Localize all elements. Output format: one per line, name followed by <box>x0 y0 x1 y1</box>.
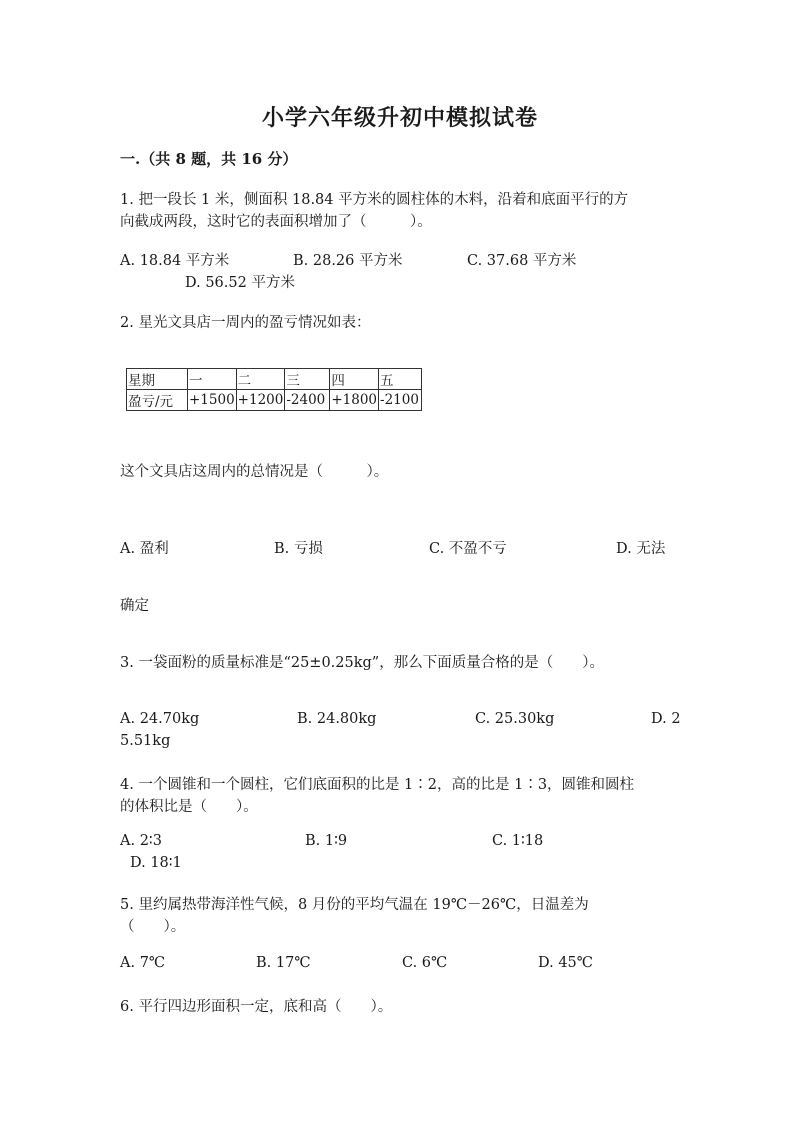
question-1-option-b: B. 28.26 平方米 <box>293 253 403 269</box>
question-1-line-2: 向截成两段，这时它的表面积增加了（ ）。 <box>120 214 432 230</box>
question-3-option-a: A. 24.70kg <box>120 711 200 727</box>
question-2-option-b: B. 亏损 <box>274 541 323 557</box>
question-4-option-b: B. 1∶9 <box>305 833 348 849</box>
question-4-option-a: A. 2∶3 <box>120 833 162 849</box>
question-1-line-1: 1. 把一段长 1 米，侧面积 18.84 平方米的圆柱体的木料，沿着和底面平行的方 <box>120 192 629 208</box>
table-cell: 一 <box>188 369 237 390</box>
question-1-option-c: C. 37.68 平方米 <box>467 253 577 269</box>
question-4-line-2: 的体积比是（ ）。 <box>120 799 258 815</box>
question-2-option-a: A. 盈利 <box>120 541 169 557</box>
table-header-row <box>127 369 422 390</box>
question-1-option-d: D. 56.52 平方米 <box>185 275 295 291</box>
profit-loss-table <box>126 368 422 411</box>
question-2-line-1: 2. 星光文具店一周内的盈亏情况如表： <box>120 315 371 331</box>
question-5-line-1: 5. 里约属热带海洋性气候，8 月份的平均气温在 19℃－26℃，日温差为 <box>120 897 589 913</box>
table-cell: 盈亏/元 <box>127 390 188 411</box>
question-2-option-d-continued: 确定 <box>120 598 149 614</box>
question-1-option-a: A. 18.84 平方米 <box>120 253 230 269</box>
table-cell: +1800 <box>330 390 379 411</box>
question-3-option-b: B. 24.80kg <box>297 711 377 727</box>
table-cell: 二 <box>236 369 285 390</box>
table-row <box>127 390 422 411</box>
page-title: 小学六年级升初中模拟试卷 <box>261 105 538 131</box>
table-cell: 五 <box>379 369 422 390</box>
question-3-option-d-continued: 5.51kg <box>120 733 171 749</box>
question-6-line-1: 6. 平行四边形面积一定，底和高（ ）。 <box>120 999 393 1015</box>
table-cell: +1200 <box>236 390 285 411</box>
table-cell: +1500 <box>188 390 237 411</box>
table-cell: -2400 <box>285 390 330 411</box>
question-5-option-b: B. 17℃ <box>256 955 311 971</box>
question-5-option-c: C. 6℃ <box>402 955 448 971</box>
question-5-line-2: （ ）。 <box>120 919 186 935</box>
question-5-option-d: D. 45℃ <box>538 955 593 971</box>
question-2-option-c: C. 不盈不亏 <box>429 541 507 557</box>
question-5-option-a: A. 7℃ <box>120 955 166 971</box>
table-cell: 星期 <box>127 369 188 390</box>
question-4-option-c: C. 1∶18 <box>492 833 544 849</box>
table-cell: 三 <box>285 369 330 390</box>
question-4-option-d: D. 18∶1 <box>130 855 182 871</box>
table-cell: -2100 <box>379 390 422 411</box>
table-cell: 四 <box>330 369 379 390</box>
question-3-line-1: 3. 一袋面粉的质量标准是“25±0.25kg”，那么下面质量合格的是（ ）。 <box>120 655 604 671</box>
question-3-option-d: D. 2 <box>651 711 681 727</box>
question-3-option-c: C. 25.30kg <box>475 711 555 727</box>
question-2-question: 这个文具店这周内的总情况是（ ）。 <box>120 464 389 480</box>
question-2-option-d: D. 无法 <box>616 541 666 557</box>
question-4-line-1: 4. 一个圆锥和一个圆柱，它们底面积的比是 1∶2，高的比是 1∶3，圆锥和圆柱 <box>120 777 635 793</box>
section-heading: 一.（共 8 题，共 16 分） <box>120 150 298 168</box>
